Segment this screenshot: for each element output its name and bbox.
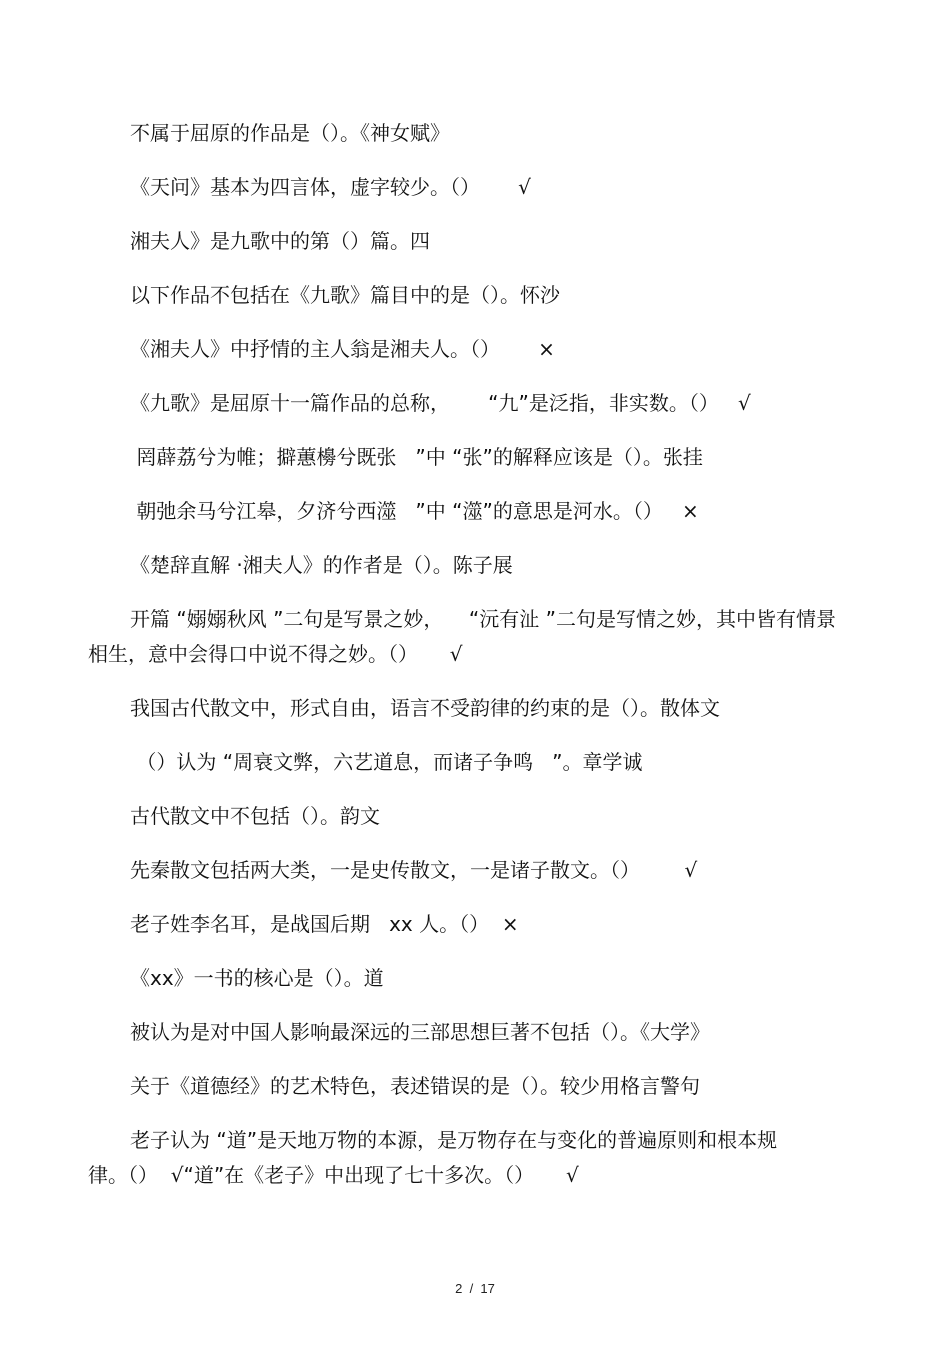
question-line-9: 《楚辞直解 ·湘夫人》的作者是（）。陈子展: [130, 553, 513, 577]
question-line-1: 不属于屈原的作品是（）。《神女赋》: [130, 121, 450, 145]
question-line-14: 先秦散文包括两大类，一是史传散文，一是诸子散文。（） √: [130, 858, 698, 882]
question-line-10a: 开篇 “嫋嫋秋风 ”二句是写景之妙， “沅有沚 ”二句是写情之妙，其中皆有情景: [130, 607, 836, 631]
question-line-10b: 相生，意中会得口中说不得之妙。（） √: [88, 642, 463, 666]
question-line-11: 我国古代散文中，形式自由，语言不受韵律的约束的是（）。散体文: [130, 696, 720, 720]
question-line-2: 《天问》基本为四言体，虚字较少。（） √: [130, 175, 531, 199]
question-line-16: 《xx》一书的核心是（）。道: [130, 966, 384, 990]
question-line-6: 《九歌》是屈原十一篇作品的总称， “九”是泛指，非实数。（） √: [130, 391, 751, 415]
question-line-13: 古代散文中不包括（）。韵文: [130, 804, 380, 828]
page-number: 2 / 17: [455, 1281, 495, 1296]
question-line-8: 朝弛余马兮江皋，夕济兮西澨 ”中 “澨”的意思是河水。（） ×: [130, 499, 699, 523]
question-line-5: 《湘夫人》中抒情的主人翁是湘夫人。（） ×: [130, 337, 555, 361]
question-line-19b: 律。（） √“道”在《老子》中出现了七十多次。（） √: [88, 1163, 579, 1187]
question-line-12: （）认为 “周衰文弊，六艺道息，而诸子争鸣 ”。章学诚: [130, 750, 643, 774]
question-line-3: 湘夫人》是九歌中的第（）篇。四: [130, 229, 430, 253]
question-line-7: 罔薜荔兮为帷；擗蕙櫋兮既张 ”中 “张”的解释应该是（）。张挂: [130, 445, 703, 469]
question-line-4: 以下作品不包括在《九歌》篇目中的是（）。怀沙: [130, 283, 560, 307]
question-line-17: 被认为是对中国人影响最深远的三部思想巨著不包括（）。《大学》: [130, 1020, 710, 1044]
question-line-15: 老子姓李名耳，是战国后期 xx 人。（） ×: [130, 912, 519, 936]
question-line-18: 关于《道德经》的艺术特色，表述错误的是（）。较少用格言警句: [130, 1074, 700, 1098]
question-line-19a: 老子认为 “道”是天地万物的本源，是万物存在与变化的普遍原则和根本规: [130, 1128, 778, 1152]
